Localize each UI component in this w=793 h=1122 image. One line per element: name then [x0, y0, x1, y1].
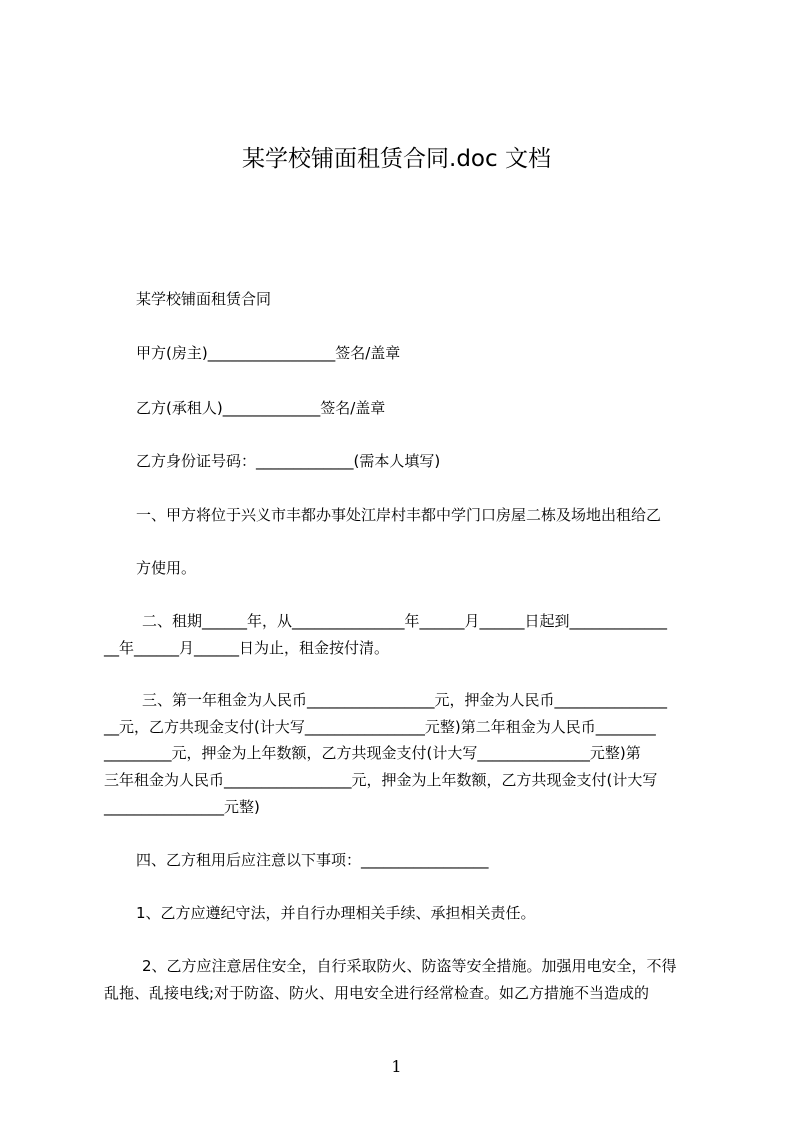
item-2-line-1: 2、乙方应注意居住安全，自行采取防火、防盗等安全措施。加强用电安全，不得 [142, 957, 677, 975]
clause-3-line-3: _________元，押金为上年数额，乙方共现金支付(计大写_______________元整)第 [104, 744, 641, 762]
clause-2-line-1: 二、租期______年，从_______________年______月______日起到_____________ [142, 612, 668, 630]
party-b-line: 乙方(承租人)_____________签名/盖章 [136, 399, 386, 417]
page-title: 某学校铺面租赁合同.doc 文档 [242, 146, 551, 172]
page-number: 1 [391, 1057, 402, 1076]
party-a-line: 甲方(房主)_________________签名/盖章 [136, 344, 401, 362]
doc-subtitle: 某学校铺面租赁合同 [136, 290, 272, 308]
party-b-id-line: 乙方身份证号码：_____________(需本人填写) [136, 452, 441, 470]
item-2-line-2: 乱拖、乱接电线;对于防盗、防火、用电安全进行经常检查。如乙方措施不当造成的 [104, 984, 650, 1002]
clause-2-line-2: __年______月______日为止，租金按付清。 [104, 639, 390, 657]
clause-1-line-2: 方使用。 [136, 559, 197, 577]
clause-1-line-1: 一、甲方将位于兴义市丰都办事处江岸村丰都中学门口房屋二栋及场地出租给乙 [136, 506, 662, 524]
clause-4-heading: 四、乙方租用后应注意以下事项：_________________ [136, 851, 489, 869]
item-1-line: 1、乙方应遵纪守法，并自行办理相关手续、承担相关责任。 [136, 904, 536, 922]
clause-3-line-1: 三、第一年租金为人民币_________________元，押金为人民币_______________ [142, 691, 668, 709]
clause-3-line-5: ________________元整) [104, 798, 260, 816]
clause-3-line-4: 三年租金为人民币_________________元，押金为上年数额，乙方共现金支付(计大写 [104, 771, 658, 789]
clause-3-line-2: __元，乙方共现金支付(计大写________________元整)第二年租金为人民币________ [104, 718, 656, 736]
